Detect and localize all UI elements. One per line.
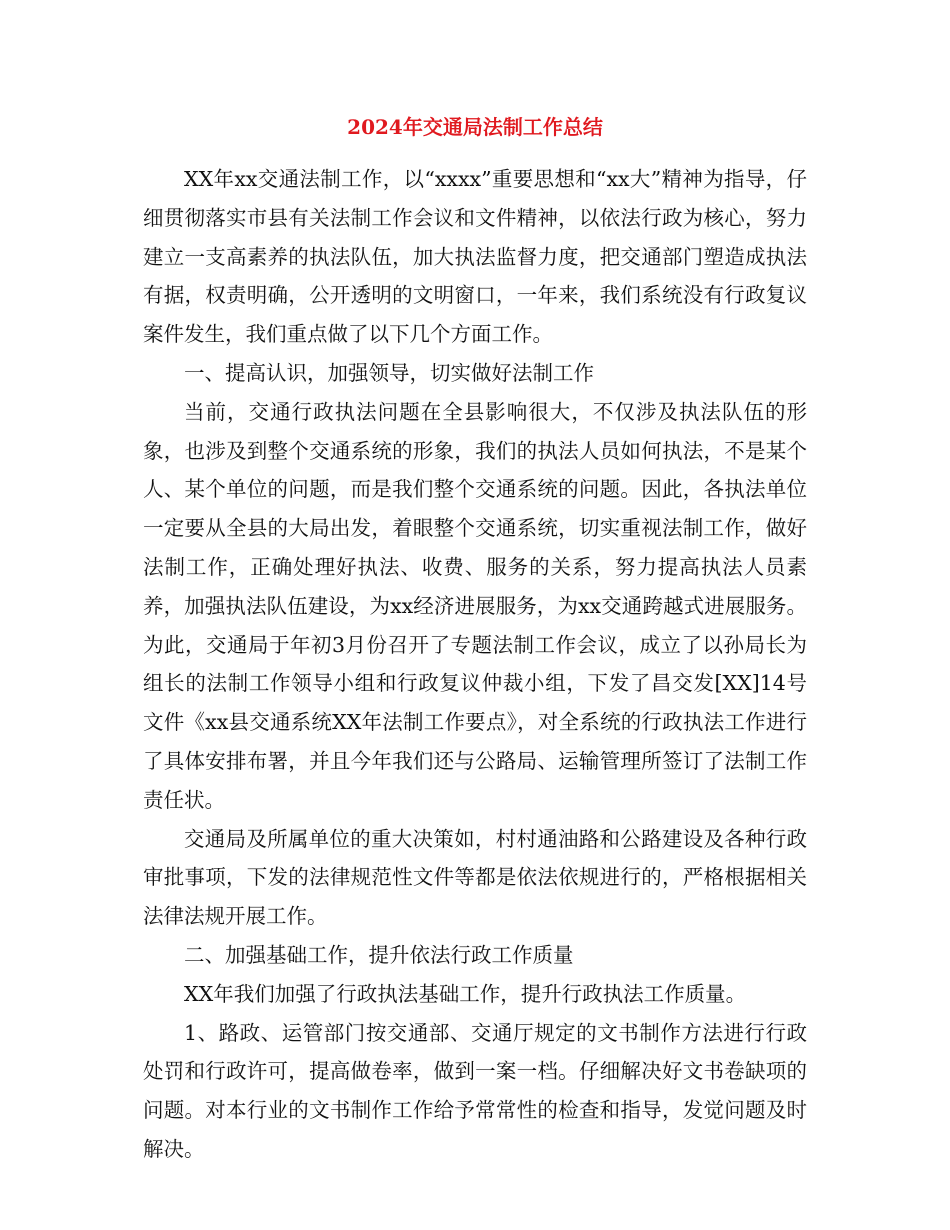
paragraph-intro: XX年xx交通法制工作，以“xxxx”重要思想和“xx大”精神为指导，仔细贯彻落实市县有关法制工作会议和文件精神，以依法行政为核心，努力建立一支高素养的执法队伍，加大执法监督力度，把交通部门塑造成执法有据，权责明确，公开透明的文明窗口，一年来，我们系统没有行政复议案件发生，我们重点做了以下几个方面工作。 <box>143 167 807 347</box>
document-body <box>143 160 807 1169</box>
section-heading-2: 二、加强基础工作，提升依法行政工作质量 <box>184 942 574 967</box>
paragraph-decisions: 交通局及所属单位的重大决策如，村村通油路和公路建设及各种行政审批事项，下发的法律规范性文件等都是依法依规进行的，严格根据相关法律法规开展工作。 <box>143 826 807 929</box>
paragraph-item-1: 1、路政、运管部门按交通部、交通厅规定的文书制作方法进行行政处罚和行政许可，提高做卷率，做到一案一档。仔细解决好文书卷缺项的问题。对本行业的文书制作工作给予常常性的检查和指导，发觉问题及时解决。 <box>143 1020 807 1161</box>
section-heading-1: 一、提高认识，加强领导，切实做好法制工作 <box>184 360 594 385</box>
document-title: 2024年交通局法制工作总结 <box>347 115 603 139</box>
paragraph-section-2-intro: XX年我们加强了行政执法基础工作，提升行政执法工作质量。 <box>184 981 747 1006</box>
paragraph-section-1-body: 当前，交通行政执法问题在全县影响很大，不仅涉及执法队伍的形象，也涉及到整个交通系统的形象，我们的执法人员如何执法，不是某个人、某个单位的问题，而是我们整个交通系统的问题。因此，各执法单位一定要从全县的大局出发，着眼整个交通系统，切实重视法制工作，做好法制工作，正确处理好执法、收费、服务的关系，努力提高执法人员素养，加强执法队伍建设，为xx经济进展服务，为xx交通跨越式进展服务。为此，交通局于年初3月份召开了专题法制工作会议，成立了以孙局长为组长的法制工作领导小组和行政复议仲裁小组，下发了昌交发[XX]14号文件《xx县交通系统XX年法制工作要点》，对全系统的行政执法工作进行了具体安排布署，并且今年我们还与公路局、运输管理所签订了法制工作责任状。 <box>143 399 807 812</box>
